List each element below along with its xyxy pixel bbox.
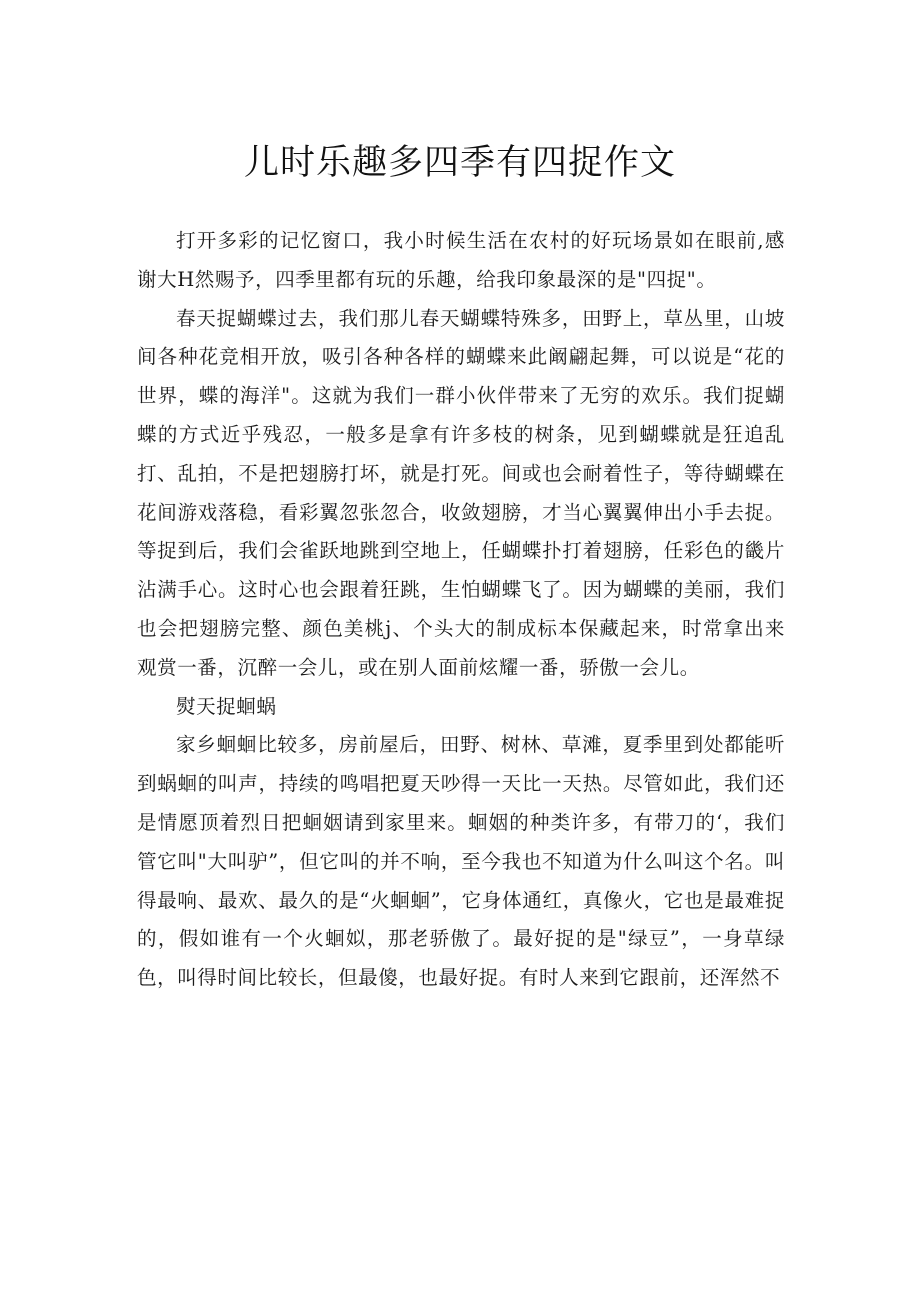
document-title: 儿时乐趣多四季有四捉作文	[243, 143, 676, 183]
paragraph-spring: 春天捉蝴蝶过去，我们那儿春天蝴蝶特殊多，田野上，草丛里，山坡间各种花竞相开放，吸引各种各样的蝴蝶来此阚翩起舞，可以说是“花的世界，蝶的海洋"。这就为我们一群小伙伴带来了无穷的欢乐。我们捉蝴蝶的方式近乎残忍，一般多是拿有许多枝的树条，见到蝴蝶就是狂追乱打、乱拍，不是把翅膀打坏，就是打死。间或也会耐着性子，等待蝴蝶在花间游戏落稳，看彩翼忽张忽合，收敛翅膀，才当心翼翼伸出小手去捉。等捉到后，我们会雀跃地跳到空地上，任蝴蝶扑打着翅膀，任彩色的畿片沾满手心。这时心也会跟着狂跳，生怕蝴蝶飞了。因为蝴蝶的美丽，我们也会把翅膀完整、颜色美桃j、个头大的制成标本保藏起来，时常拿出来观赏一番，沉醉一会儿，或在别人面前炫耀一番，骄傲一会儿。	[137, 306, 785, 679]
paragraph-intro: 打开多彩的记忆窗口，我小时候生活在农村的好玩场景如在眼前,感谢大H然赐予，四季里都有玩的乐趣，给我印象最深的是"四捉"。	[137, 229, 785, 291]
document-body	[137, 222, 785, 998]
paragraph-summer: 家乡蛔蛔比较多，房前屋后，田野、树林、草滩，夏季里到处都能听到蜗蛔的叫声，持续的鸣唱把夏天吵得一天比一天热。尽管如此，我们还是情愿顶着烈日把蛔姻请到家里来。蛔姻的种类许多，有带刀的‘，我们管它叫"大叫驴”，但它叫的并不响，至今我也不知道为什么叫这个名。叫得最响、最欢、最久的是“火蛔蛔”，它身体通红，真像火，它也是最难捉的，假如谁有一个火蛔姒，那老骄傲了。最好捉的是"绿豆”，一身草绿色，叫得时间比较长，但最傻，也最好捉。有时人来到它跟前，还浑然不	[137, 733, 785, 990]
section-heading-summer: 熨天捉蛔蜗	[176, 694, 277, 718]
